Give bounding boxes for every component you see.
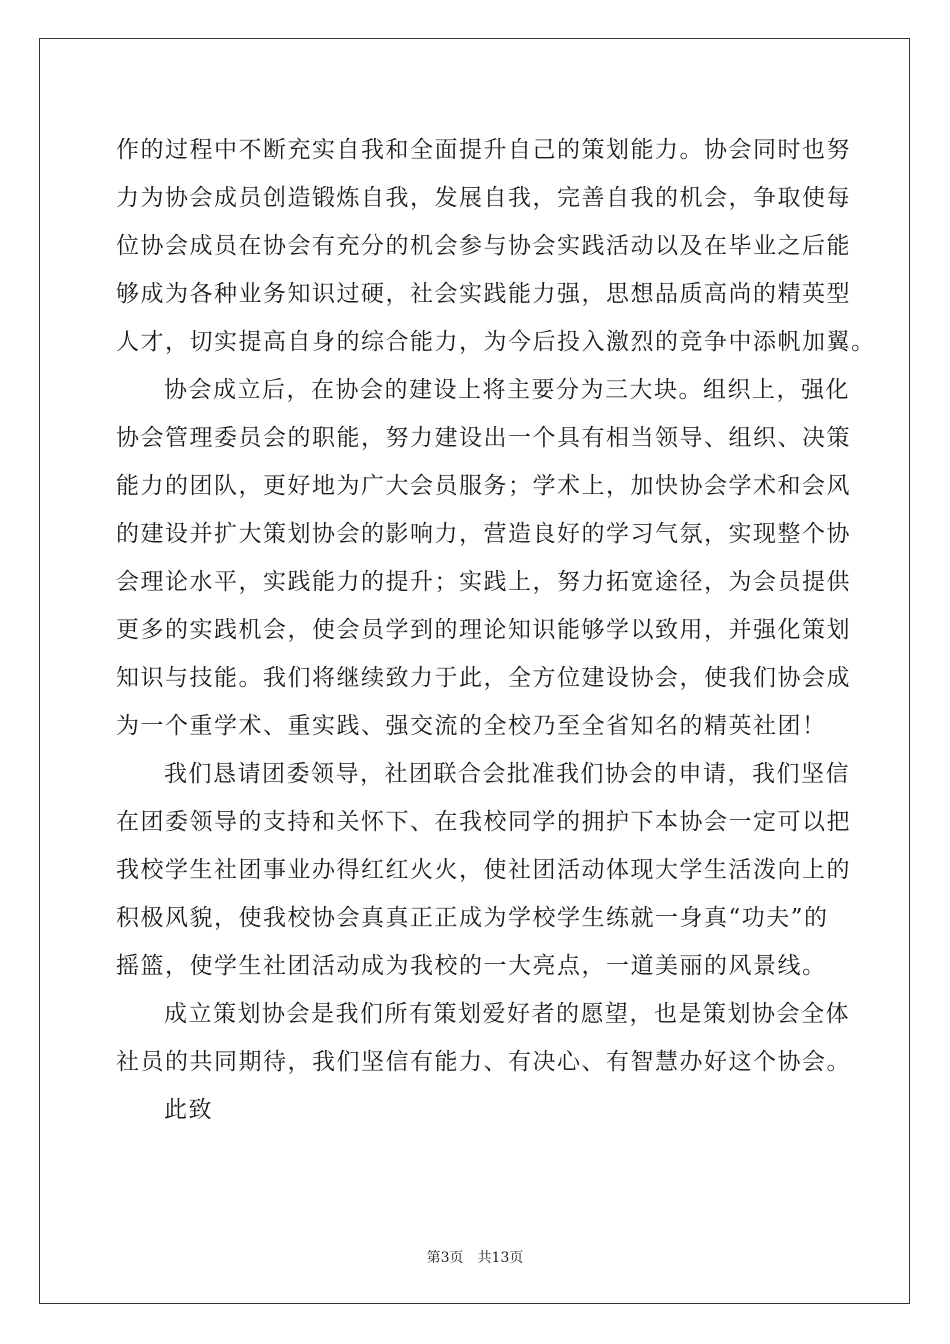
text-line: 够成为各种业务知识过硬，社会实践能力强，思想品质高尚的精英型 [116, 281, 851, 307]
text-line: 社员的共同期待，我们坚信有能力、有决心、有智慧办好这个协会。 [116, 1049, 851, 1075]
text-line: 知识与技能。我们将继续致力于此，全方位建设协会，使我们协会成 [116, 665, 851, 691]
paragraph-start-line: 成立策划协会是我们所有策划爱好者的愿望，也是策划协会全体 [164, 1001, 850, 1027]
page-footer [0, 1247, 950, 1267]
text-line: 协会管理委员会的职能，努力建设出一个具有相当领导、组织、决策 [116, 425, 851, 451]
text-line: 作的过程中不断充实自我和全面提升自己的策划能力。协会同时也努 [116, 137, 851, 163]
page-number: 第3页 [426, 1250, 464, 1266]
paragraph-start-line: 协会成立后，在协会的建设上将主要分为三大块。组织上，强化 [164, 377, 850, 403]
text-line: 积极风貌，使我校协会真真正正成为学校学生练就一身真“功夫”的 [116, 905, 829, 931]
text-line: 会理论水平，实践能力的提升；实践上，努力拓宽途径，为会员提供 [116, 569, 851, 595]
paragraph-start-line: 我们恳请团委领导，社团联合会批准我们协会的申请，我们坚信 [164, 761, 850, 787]
text-line: 的建设并扩大策划协会的影响力，营造良好的学习气氛，实现整个协 [116, 521, 851, 547]
text-line: 更多的实践机会，使会员学到的理论知识能够学以致用，并强化策划 [116, 617, 851, 643]
closing-salutation: 此致 [164, 1097, 213, 1123]
text-line: 人才，切实提高自身的综合能力，为今后投入激烈的竞争中添帆加翼。 [116, 329, 876, 355]
text-line: 能力的团队，更好地为广大会员服务；学术上，加快协会学术和会风 [116, 473, 851, 499]
text-line: 位协会成员在协会有充分的机会参与协会实践活动以及在毕业之后能 [116, 233, 851, 259]
page-total: 共13页 [477, 1250, 524, 1266]
text-line: 力为协会成员创造锻炼自我，发展自我，完善自我的机会，争取使每 [116, 185, 851, 211]
document-body [116, 126, 876, 1134]
text-line: 为一个重学术、重实践、强交流的全校乃至全省知名的精英社团！ [116, 713, 827, 739]
text-line: 在团委领导的支持和关怀下、在我校同学的拥护下本协会一定可以把 [116, 809, 851, 835]
text-line: 摇篮，使学生社团活动成为我校的一大亮点，一道美丽的风景线。 [116, 953, 827, 979]
text-line: 我校学生社团事业办得红红火火，使社团活动体现大学生活泼向上的 [116, 857, 851, 883]
